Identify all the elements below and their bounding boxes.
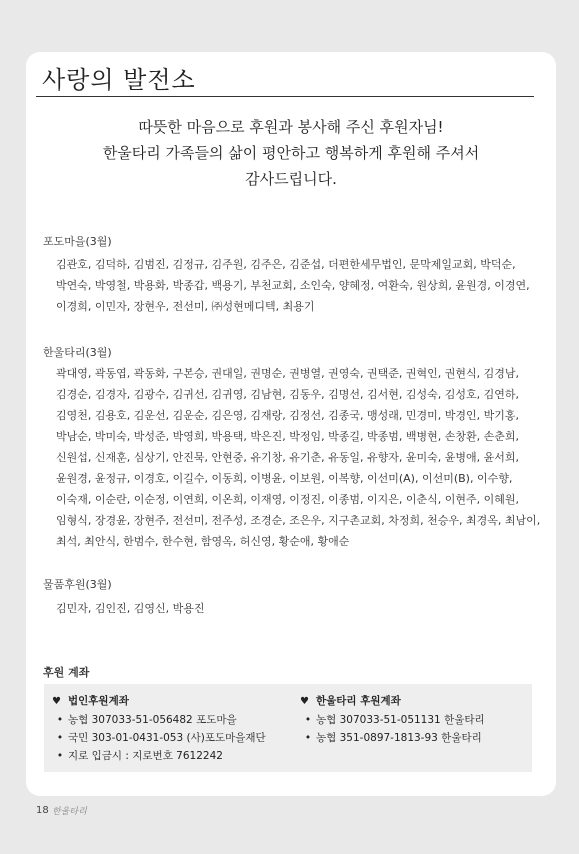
account-row [300, 729, 485, 747]
section-heading-hanultari: 한울타리(3월) [43, 346, 112, 359]
title-divider [36, 96, 534, 97]
hanultari-accounts-title: 한울타리 후원계좌 [316, 695, 401, 707]
intro-line: 따뜻한 마음으로 후원과 봉사해 주신 후원자님! [138, 118, 444, 136]
bullet-icon: • [56, 750, 64, 762]
intro-line: 한울타리 가족들의 삶이 평안하고 행복하게 후원해 주셔서 [102, 144, 480, 162]
account-row [300, 711, 485, 729]
account-text: 농협 351-0897-1813-93 한울타리 [316, 732, 482, 744]
footer-logo: 한울타리 [52, 807, 87, 817]
donor-names-podo: 김관호, 김덕하, 김범진, 김정규, 김주원, 김주은, 김준섭, 더편한세무법인, 문막제일교회, 박덕순, 박연숙, 박영철, 박용화, 박종갑, 백용기, 부천교회, 소인숙, 양혜정, 여환숙, 원상희, 윤원경, 이경연, 이경희, 이민자, 장현우, 전선미, ㈜성현메디텍, 최용기 [56, 258, 530, 313]
bullet-icon: • [304, 714, 312, 726]
accounts-heading: 후원 계좌 [43, 666, 90, 679]
hanultari-accounts [300, 692, 485, 747]
heart-icon: ♥ [300, 696, 309, 707]
donor-names-goods: 김민자, 김인진, 김영신, 박용진 [56, 602, 205, 615]
bullet-icon: • [56, 714, 64, 726]
account-text: 농협 307033-51-056482 포도마을 [68, 714, 237, 726]
donor-names-hanultari: 곽대영, 곽동엽, 곽동화, 구본승, 권대일, 권명순, 권병열, 권영숙, 권택준, 권혁인, 권현식, 김경남, 김경순, 김경자, 김광수, 김귀선, 김귀영, 김남현, 김동우, 김명선, 김서현, 김성숙, 김성호, 김연하, 김영천, 김용호, 김운선, 김운순, 김은영, 김재랑, 김정선, 김종국, 맹성래, 민경미, 박경인, 박기홍, 박남순, 박미숙, 박성준, 박영희, 박용택, 박은진, 박정임, 박종길, 박종범, 백병현, 손창환, 손춘희, 신원섭, 신재훈, 심상기, 안진묵, 안현중, 유기창, 유기춘, 유동일, 유향자, 윤미숙, 윤병애, 윤서희, 윤원경, 윤정규, 이경호, 이길수, 이동희, 이병윤, 이보원, 이복향, 이선미(A), 이선미(B), 이수향, 이숙재, 이순란, 이순정, 이연희, 이온희, 이재영, 이정진, 이종범, 이지은, 이춘식, 이현주, 이혜원, 임형식, 장경윤, 장현주, 전선미, 전주성, 조경순, 조은우, 지구촌교회, 차정희, 천승우, 최경옥, 최남이, 최석, 최안식, 한범수, 한수현, 함영옥, 허신영, 황순애, 황애순 [56, 367, 541, 548]
corporate-accounts [52, 692, 266, 765]
intro-message [26, 114, 556, 192]
account-row [52, 729, 266, 747]
page-card [26, 52, 556, 796]
intro-line: 감사드립니다. [245, 170, 337, 188]
bullet-icon: • [304, 732, 312, 744]
accounts-box [44, 684, 532, 772]
section-heading-goods: 물품후원(3월) [43, 578, 112, 591]
page-number: 18 [36, 805, 49, 816]
page-title: 사랑의 발전소 [42, 66, 196, 94]
section-heading-podo: 포도마을(3월) [43, 235, 112, 248]
account-text: 농협 307033-51-051131 한울타리 [316, 714, 485, 726]
account-text: 지로 입금시 : 지로번호 7612242 [68, 750, 223, 762]
corporate-accounts-title: 법인후원계좌 [68, 695, 129, 707]
account-text: 국민 303-01-0431-053 (사)포도마을재단 [68, 732, 266, 744]
account-row [52, 711, 266, 729]
heart-icon: ♥ [52, 696, 61, 707]
account-row [52, 747, 266, 765]
bullet-icon: • [56, 732, 64, 744]
